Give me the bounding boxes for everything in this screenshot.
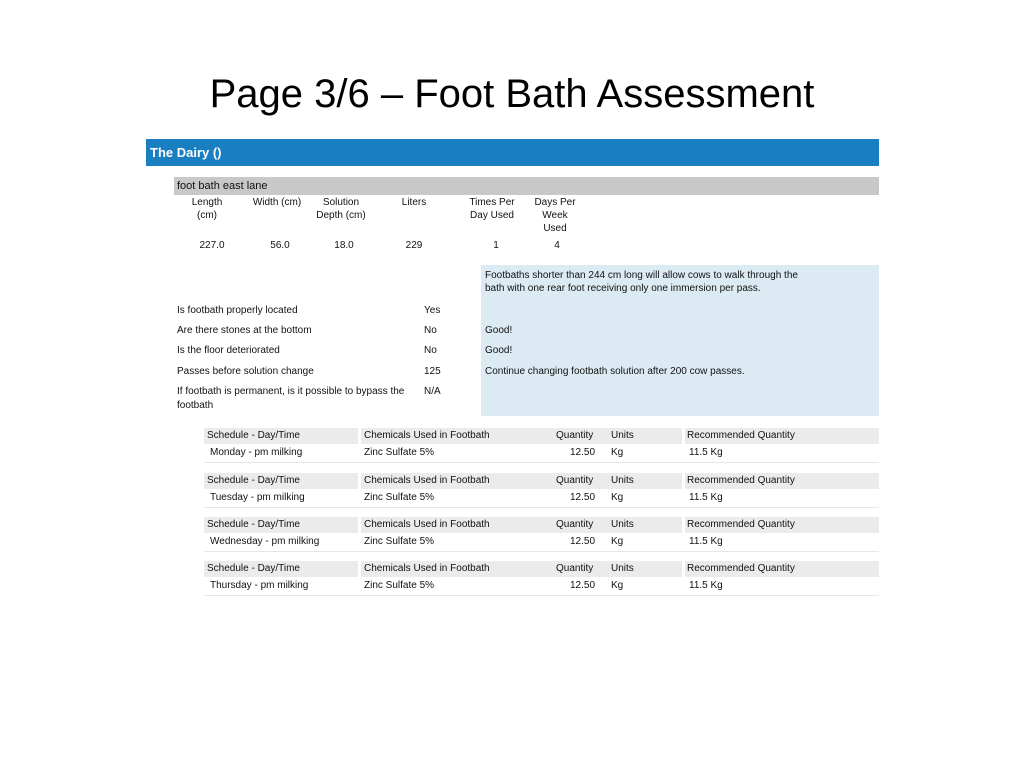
schedule-chemical: Zinc Sulfate 5% xyxy=(364,580,435,591)
schedule-chemical: Zinc Sulfate 5% xyxy=(364,492,435,503)
column-divider xyxy=(682,473,685,489)
schedule-units: Kg xyxy=(611,536,624,547)
schedule-header xyxy=(204,428,879,444)
header-days-per-week: Days Per Week Used xyxy=(534,197,576,234)
note-line-1: Footbaths shorter than 244 cm long will allow cows to walk through the xyxy=(485,270,798,281)
column-divider xyxy=(682,517,685,533)
schedule-units: Kg xyxy=(611,492,624,503)
header-units: Units xyxy=(611,519,634,530)
header-length: Length (cm) xyxy=(191,197,223,221)
value-solution-depth: 18.0 xyxy=(334,240,354,251)
header-units: Units xyxy=(611,563,634,574)
header-schedule: Schedule - Day/Time xyxy=(207,475,300,486)
schedule-table xyxy=(204,428,879,463)
header-schedule: Schedule - Day/Time xyxy=(207,519,300,530)
question-bypass: If footbath is permanent, is it possible to bypass the footbath xyxy=(177,386,405,411)
header-quantity: Quantity xyxy=(556,519,594,530)
header-width: Width (cm) xyxy=(252,197,302,208)
column-divider xyxy=(682,428,685,444)
schedule-header xyxy=(204,517,879,533)
header-chemicals: Chemicals Used in Footbath xyxy=(364,430,490,441)
header-quantity: Quantity xyxy=(556,563,594,574)
schedule-recommended: 11.5 Kg xyxy=(689,580,723,591)
schedule-chemical: Zinc Sulfate 5% xyxy=(364,447,435,458)
schedule-units: Kg xyxy=(611,447,624,458)
header-solution-depth: Solution Depth (cm) xyxy=(316,197,366,221)
report-page xyxy=(146,139,879,591)
slide-title: Page 3/6 – Foot Bath Assessment xyxy=(209,72,815,116)
schedule-table xyxy=(204,473,879,508)
value-days-per-week: 4 xyxy=(554,240,560,251)
column-divider xyxy=(358,428,361,444)
schedule-quantity: 12.50 xyxy=(570,536,596,547)
header-schedule: Schedule - Day/Time xyxy=(207,563,300,574)
question-floor: Is the floor deteriorated xyxy=(177,345,280,356)
header-schedule: Schedule - Day/Time xyxy=(207,430,300,441)
schedule-row xyxy=(204,489,879,508)
schedule-table xyxy=(204,561,879,596)
header-quantity: Quantity xyxy=(556,475,594,486)
header-recommended: Recommended Quantity xyxy=(687,563,795,574)
header-units: Units xyxy=(611,430,634,441)
schedule-chemical: Zinc Sulfate 5% xyxy=(364,536,435,547)
header-chemicals: Chemicals Used in Footbath xyxy=(364,475,490,486)
answer-passes: 125 xyxy=(424,366,441,377)
answer-bypass: N/A xyxy=(424,386,441,397)
value-times-per-day: 1 xyxy=(493,240,499,251)
value-length: 227.0 xyxy=(199,240,225,251)
header-chemicals: Chemicals Used in Footbath xyxy=(364,519,490,530)
header-chemicals: Chemicals Used in Footbath xyxy=(364,563,490,574)
schedule-row xyxy=(204,444,879,463)
header-recommended: Recommended Quantity xyxy=(687,519,795,530)
question-stones: Are there stones at the bottom xyxy=(177,325,312,336)
header-quantity: Quantity xyxy=(556,430,594,441)
column-divider xyxy=(358,517,361,533)
schedule-quantity: 12.50 xyxy=(570,447,596,458)
schedule-row xyxy=(204,577,879,596)
schedule-header xyxy=(204,561,879,577)
column-divider xyxy=(358,473,361,489)
schedule-header xyxy=(204,473,879,489)
header-recommended: Recommended Quantity xyxy=(687,475,795,486)
header-units: Units xyxy=(611,475,634,486)
answer-stones: No xyxy=(424,325,437,336)
comments-panel xyxy=(481,265,879,416)
answer-floor: No xyxy=(424,345,437,356)
header-recommended: Recommended Quantity xyxy=(687,430,795,441)
schedule-day: Thursday - pm milking xyxy=(210,580,309,591)
comment-passes: Continue changing footbath solution after 200 cow passes. xyxy=(485,366,745,377)
section-title: foot bath east lane xyxy=(174,177,879,195)
note-line-2: bath with one rear foot receiving only one immersion per pass. xyxy=(485,283,761,294)
value-liters: 229 xyxy=(405,240,423,251)
value-width: 56.0 xyxy=(270,240,290,251)
question-location: Is footbath properly located xyxy=(177,305,298,316)
answer-location: Yes xyxy=(424,305,441,316)
schedule-units: Kg xyxy=(611,580,624,591)
schedule-quantity: 12.50 xyxy=(570,580,596,591)
schedule-row xyxy=(204,533,879,552)
schedule-day: Monday - pm milking xyxy=(210,447,303,458)
schedule-quantity: 12.50 xyxy=(570,492,596,503)
schedule-recommended: 11.5 Kg xyxy=(689,492,723,503)
schedule-recommended: 11.5 Kg xyxy=(689,536,723,547)
column-divider xyxy=(682,561,685,577)
header-times-per-day: Times Per Day Used xyxy=(469,197,515,221)
header-liters: Liters xyxy=(401,197,427,208)
schedule-recommended: 11.5 Kg xyxy=(689,447,723,458)
schedule-day: Tuesday - pm milking xyxy=(210,492,305,503)
comment-floor: Good! xyxy=(485,345,513,356)
farm-banner: The Dairy () xyxy=(146,139,879,166)
schedule-table xyxy=(204,517,879,552)
schedule-day: Wednesday - pm milking xyxy=(210,536,320,547)
question-passes: Passes before solution change xyxy=(177,366,314,377)
column-divider xyxy=(358,561,361,577)
comment-stones: Good! xyxy=(485,325,513,336)
